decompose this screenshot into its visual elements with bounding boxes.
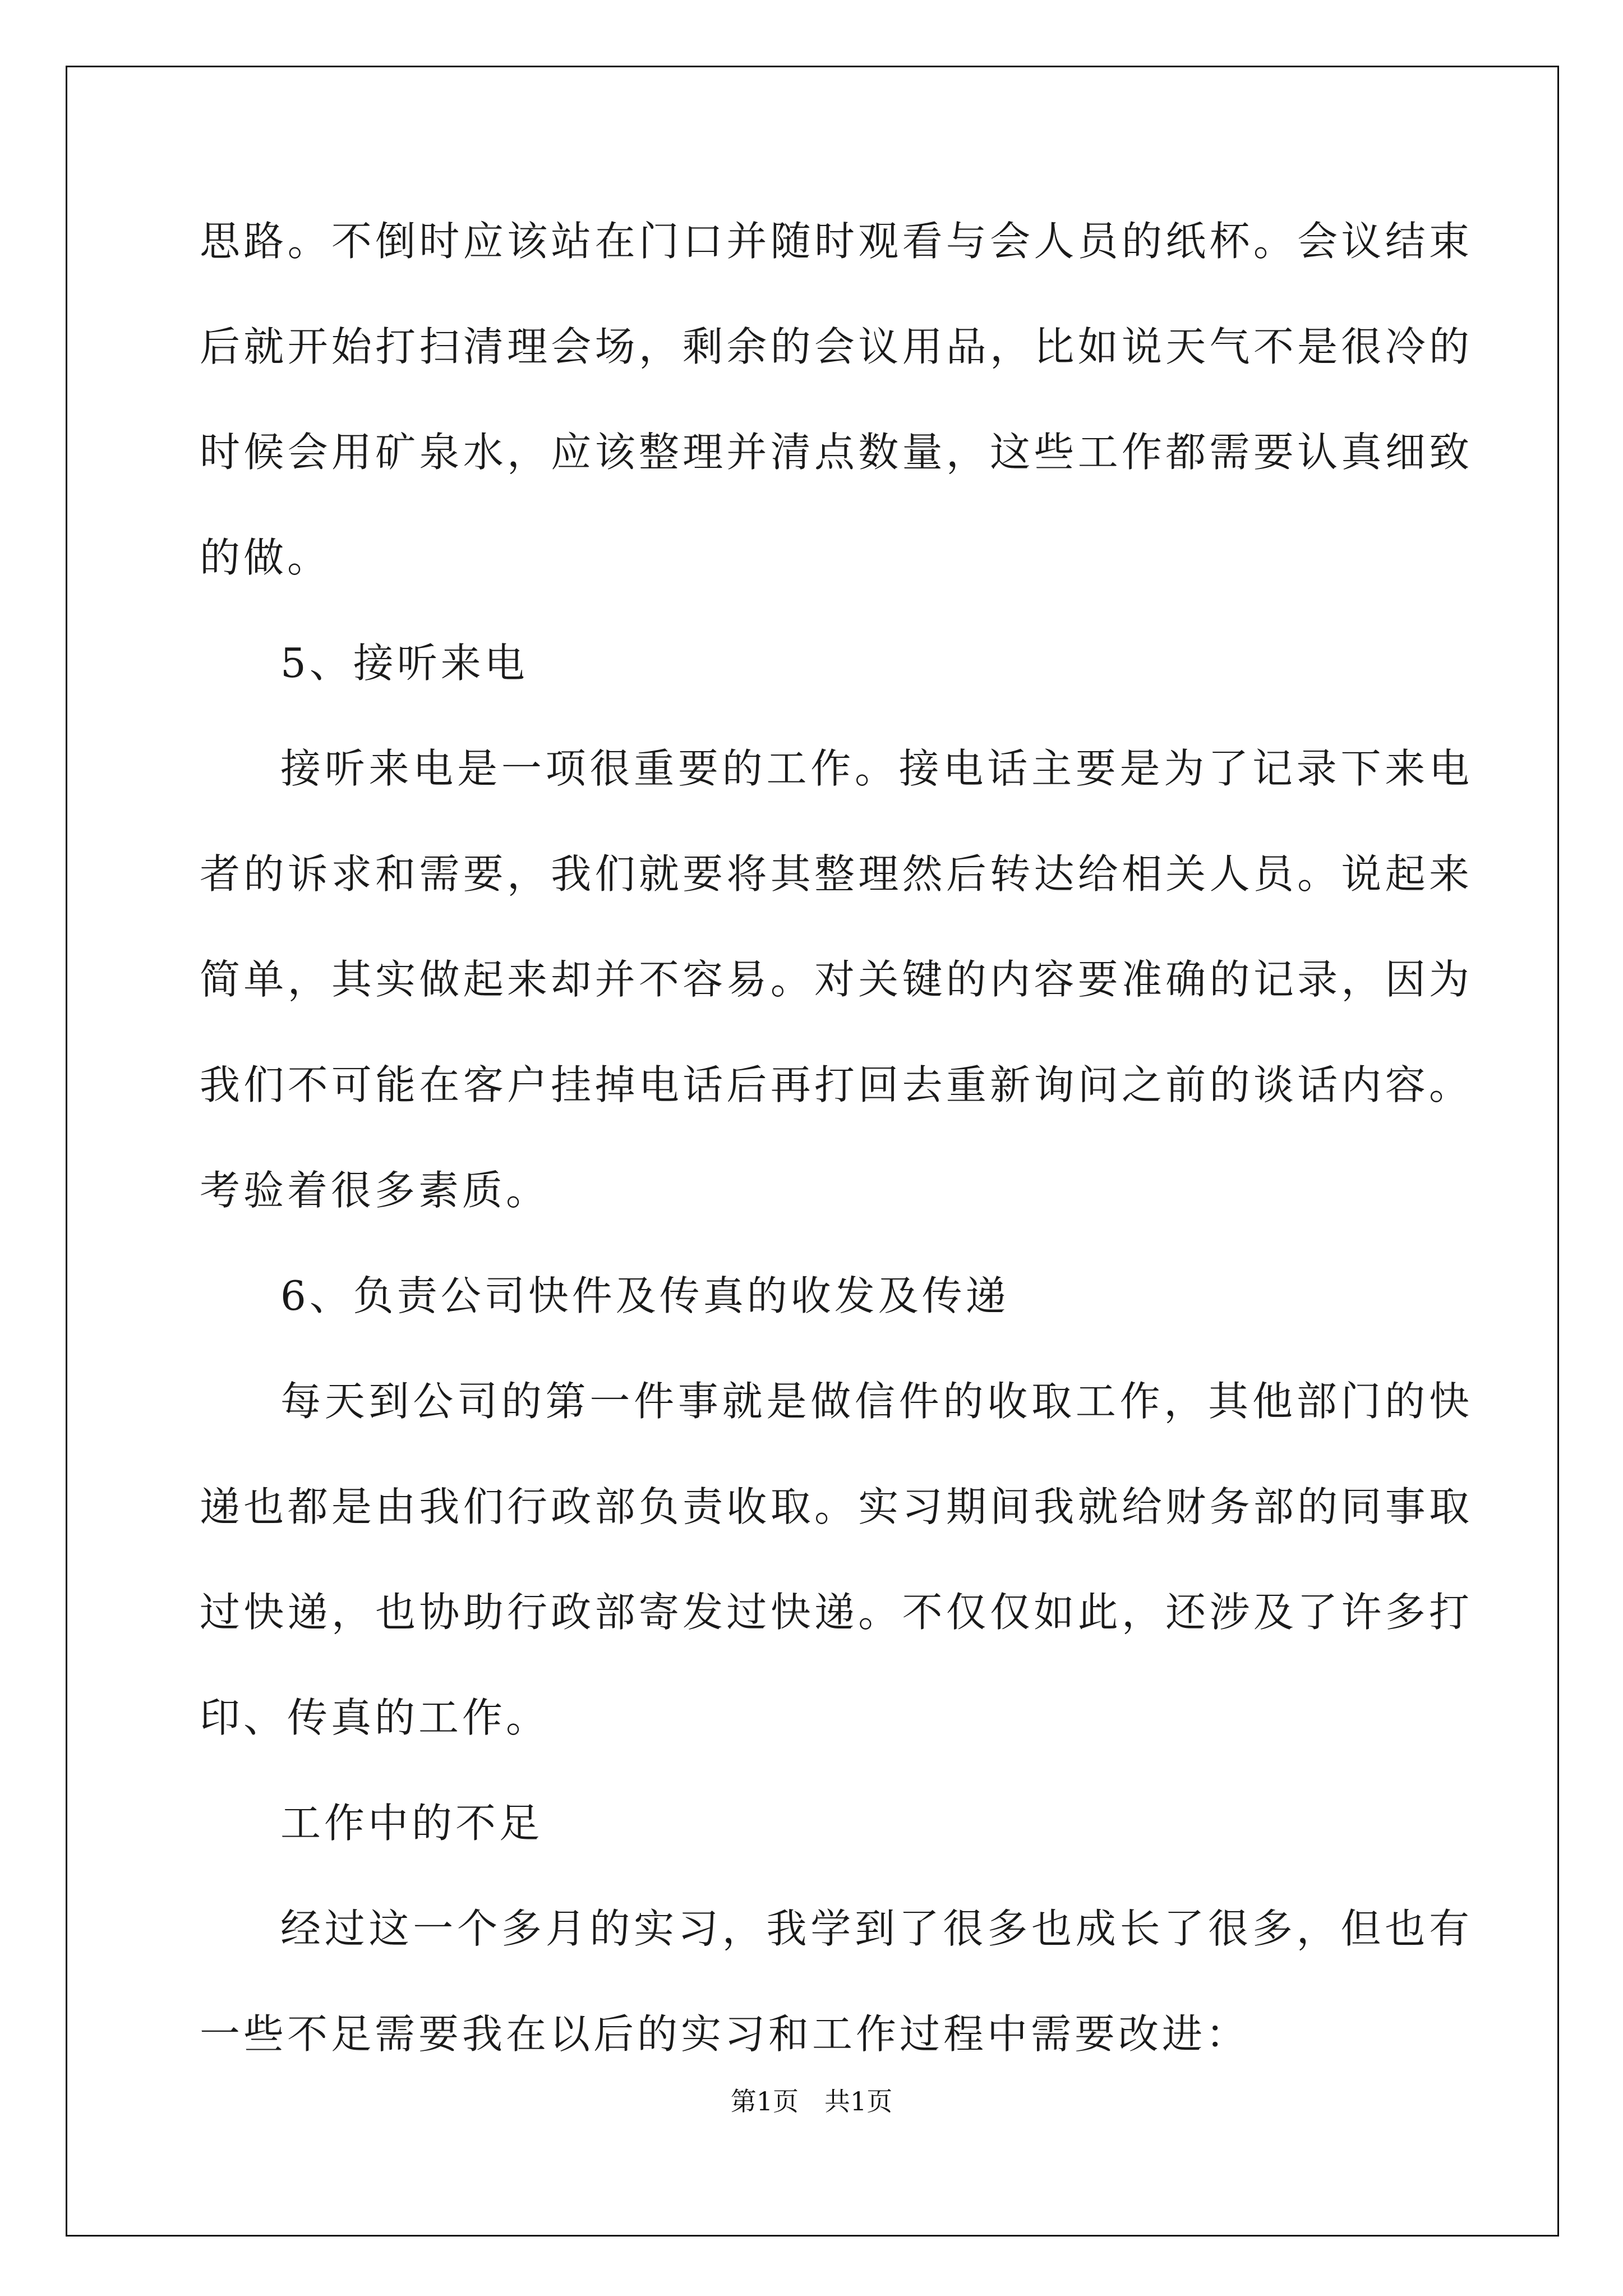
document-body [200,188,1473,2087]
paragraph-answer-calls: 接听来电是一项很重要的工作。接电话主要是为了记录下来电者的诉求和需要，我们就要将其整理然后转达给相关人员。说起来简单，其实做起来却并不容易。对关键的内容要准确的记录，因为我们不可能在客户挂掉电话后再打回去重新询问之前的谈话内容。考验着很多素质。 [200,745,1473,1214]
section-heading-answer-calls: 5、接听来电 [280,639,528,687]
page-number-footer: 第1页 共1页 [730,2086,893,2116]
paragraph-express-fax: 每天到公司的第一件事就是做信件的收取工作，其他部门的快递也都是由我们行政部负责收取。实习期间我就给财务部的同事取过快递，也协助行政部寄发过快递。不仅仅如此，还涉及了许多打印、传真的工作。 [200,1378,1473,1741]
section-heading-express-fax: 6、负责公司快件及传真的收发及传递 [280,1272,1009,1319]
section-heading-shortcomings: 工作中的不足 [280,1800,543,1847]
paragraph-shortcomings: 经过这一个多月的实习，我学到了很多也成长了很多，但也有一些不足需要我在以后的实习和工作过程中需要改进： [200,1905,1473,2058]
paragraph-continuation: 思路。不倒时应该站在门口并随时观看与会人员的纸杯。会议结束后就开始打扫清理会场，剩余的会议用品，比如说天气不是很冷的时候会用矿泉水，应该整理并清点数量，这些工作都需要认真细致的做。 [200,218,1473,581]
